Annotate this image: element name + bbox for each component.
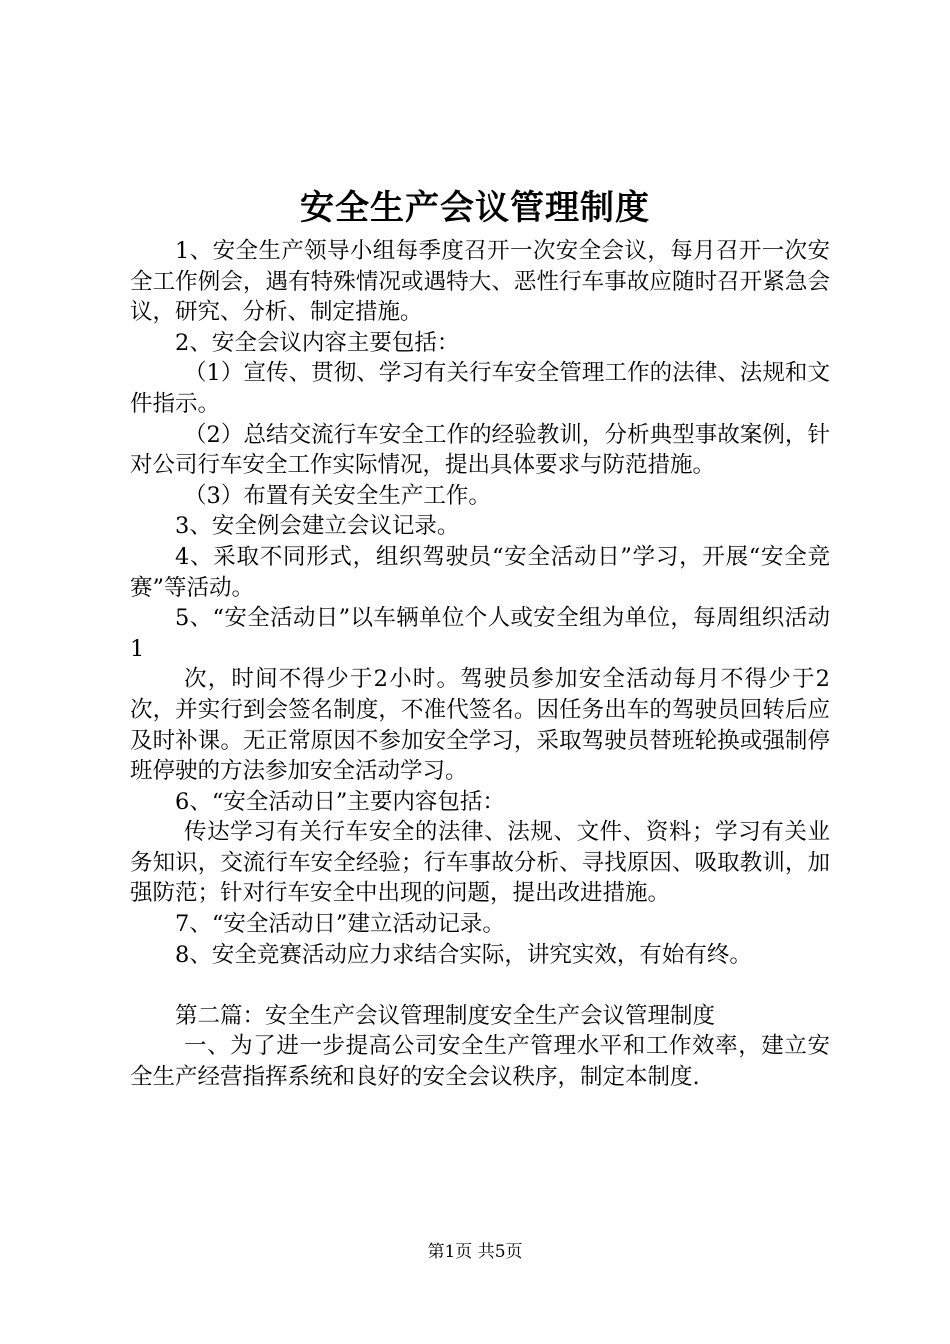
- paragraph-3: 3、安全例会建立会议记录。: [175, 513, 460, 540]
- page-footer: 第1页 共5页: [427, 1242, 523, 1262]
- section-spacer: [130, 970, 830, 1001]
- paragraph-6: 6、“安全活动日”主要内容包括：: [175, 788, 505, 815]
- paragraph-5: 5、“安全活动日”以车辆单位个人或安全组为单位，每周组织活动1: [130, 605, 830, 662]
- paragraph-2-item-3: （3）布置有关安全生产工作。: [184, 482, 491, 509]
- section-2-paragraph-1: 一、为了进一步提高公司安全生产管理水平和工作效率，建立安全生产经营指挥系统和良好的安全会议秩序，制定本制度.: [130, 1033, 830, 1091]
- document-title: 安全生产会议管理制度: [300, 188, 650, 228]
- paragraph-2-item-2: （2）总结交流行车安全工作的经验教训，分析典型事故案例，针对公司行车安全工作实际情况，提出具体要求与防范措施。: [130, 421, 830, 479]
- paragraph-8: 8、安全竞赛活动应力求结合实际，讲究实效，有始有终。: [175, 941, 752, 968]
- paragraph-2: 2、安全会议内容主要包括：: [175, 329, 460, 356]
- paragraph-6-content: 传达学习有关行车安全的法律、法规、文件、资料；学习有关业务知识，交流行车安全经验；行车事故分析、寻找原因、吸取教训，加强防范；针对行车安全中出现的问题，提出改进措施。: [130, 819, 830, 907]
- paragraph-2-item-1: （1）宣传、贯彻、学习有关行车安全管理工作的法律、法规和文件指示。: [130, 360, 830, 417]
- paragraph-1: 1、安全生产领导小组每季度召开一次安全会议，每月召开一次安全工作例会，遇有特殊情况或遇特大、恶性行车事故应随时召开紧急会议，研究、分析、制定措施。: [130, 238, 830, 326]
- document-body: [130, 236, 830, 1093]
- paragraph-4: 4、采取不同形式，组织驾驶员“安全活动日”学习，开展“安全竞赛”等活动。: [130, 543, 830, 601]
- paragraph-5-continued: 次，时间不得少于2小时。驾驶员参加安全活动每月不得少于2次，并实行到会签名制度，不准代签名。因任务出车的驾驶员回转后应及时补课。无正常原因不参加安全学习，采取驾驶员替班轮换或强制停班停驶的方法参加安全活动学习。: [130, 666, 830, 785]
- section-2-heading: 第二篇：安全生产会议管理制度安全生产会议管理制度: [175, 1002, 716, 1029]
- paragraph-7: 7、“安全活动日”建立活动记录。: [175, 911, 505, 938]
